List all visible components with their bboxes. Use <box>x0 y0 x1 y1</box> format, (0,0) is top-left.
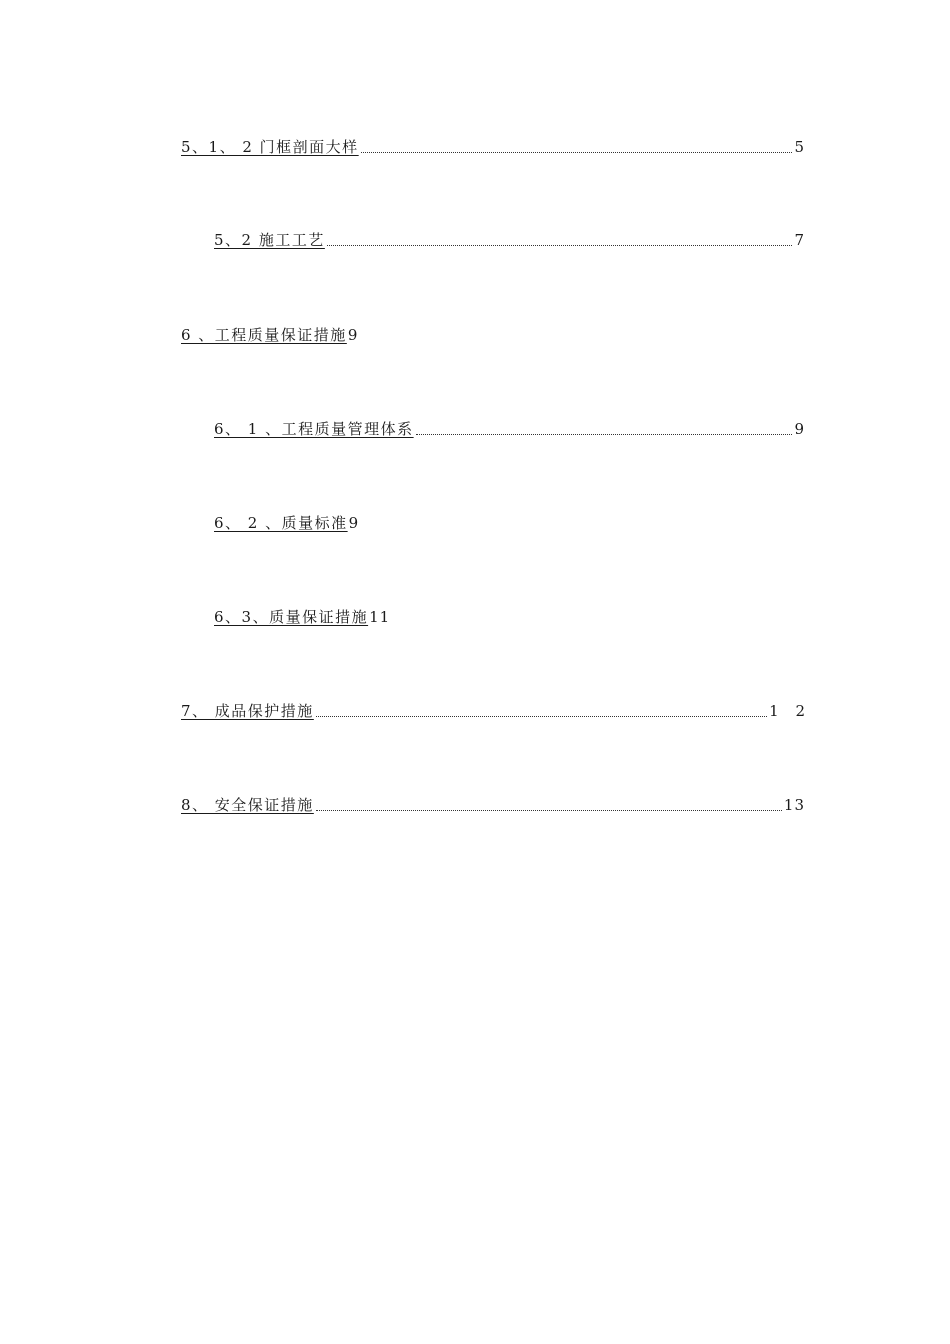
toc-leader-dots <box>316 715 767 717</box>
toc-entry-5-1-2[interactable] <box>181 136 805 158</box>
toc-entry-title: 5、2 施工工艺 <box>214 231 325 249</box>
toc-entry-title: 5、1、 2 门框剖面大样 <box>181 138 359 156</box>
toc-entry-8[interactable] <box>181 794 805 816</box>
toc-leader-dots <box>361 151 793 153</box>
toc-page-number: 9 <box>348 514 360 532</box>
toc-leader-dots <box>327 244 793 246</box>
toc-entry-title: 7、 成品保护措施 <box>181 702 314 720</box>
toc-entry-title: 6、3、质量保证措施 <box>214 608 369 626</box>
toc-entry-title: 6 、工程质量保证措施 <box>181 326 347 344</box>
toc-entry-title: 6、 1 、工程质量管理体系 <box>214 420 414 438</box>
toc-entry-7[interactable] <box>181 700 811 722</box>
toc-entry-6[interactable] <box>181 324 358 346</box>
toc-leader-dots <box>416 433 793 435</box>
toc-entry-5-2[interactable] <box>214 229 805 251</box>
toc-entry-6-2[interactable] <box>214 512 359 534</box>
toc-page-number: 1 2 <box>769 702 811 720</box>
toc-page-number: 9 <box>794 420 805 438</box>
toc-page-number: 13 <box>783 796 805 814</box>
toc-entry-title: 6、 2 、质量标准 <box>214 514 348 532</box>
toc-entry-6-1[interactable] <box>214 418 805 440</box>
toc-page-number: 5 <box>794 138 805 156</box>
toc-entry-title: 8、 安全保证措施 <box>181 796 314 814</box>
toc-page-number: 9 <box>347 326 359 344</box>
toc-entry-6-3[interactable] <box>214 606 390 628</box>
toc-page-number: 11 <box>369 608 391 626</box>
toc-leader-dots <box>316 809 782 811</box>
toc-page-number: 7 <box>794 231 805 249</box>
